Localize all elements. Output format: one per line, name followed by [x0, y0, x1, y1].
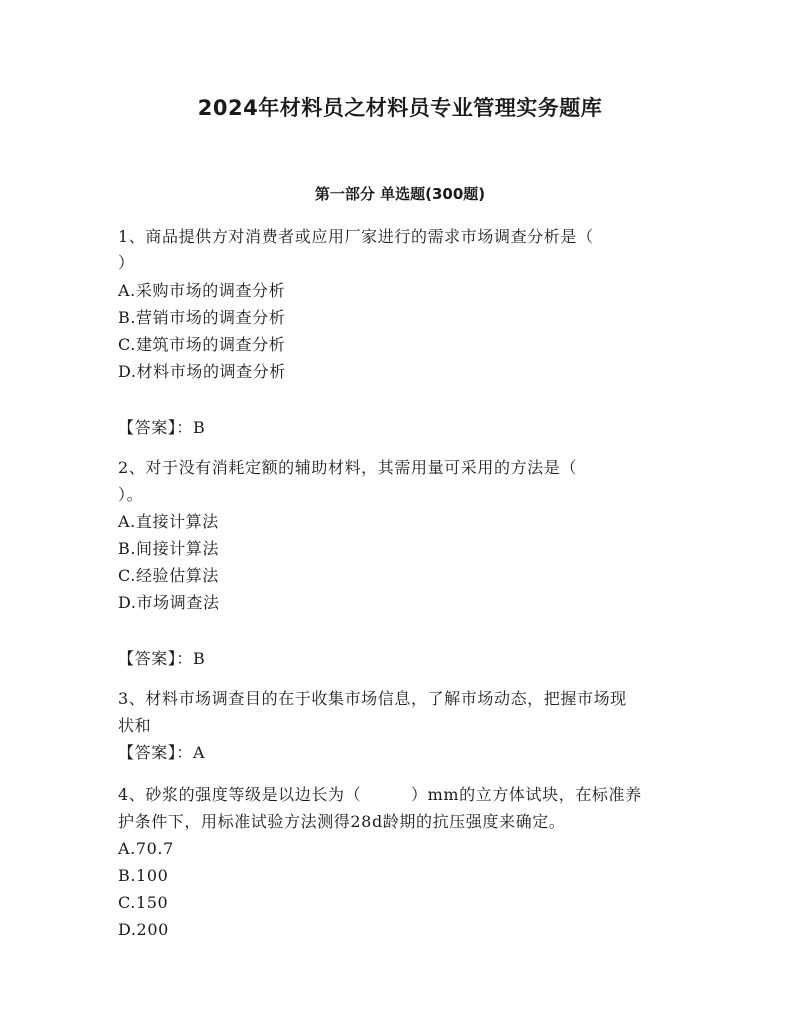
option-b: B.间接计算法 — [118, 539, 220, 558]
answer: 【答案】：A — [118, 743, 206, 762]
option-b: B.100 — [118, 866, 169, 885]
question-stem: 4、砂浆的强度等级是以边长为（ ）mm的立方体试块，在标准养 — [118, 785, 642, 804]
question-stem-continued: 护条件下，用标准试验方法测得28d龄期的抗压强度来确定。 — [118, 812, 566, 831]
option-b: B.营销市场的调查分析 — [118, 308, 286, 327]
page-title: 2024年材料员之材料员专业管理实务题库 — [197, 96, 603, 120]
question-stem: 1、商品提供方对消费者或应用厂家进行的需求市场调查分析是（ — [118, 227, 594, 246]
answer: 【答案】：B — [118, 418, 206, 437]
question-stem-continued: 状和 — [118, 716, 152, 735]
option-d: D.材料市场的调查分析 — [118, 362, 286, 381]
question-stem: 2、对于没有消耗定额的辅助材料，其需用量可采用的方法是（ — [118, 458, 577, 477]
option-a: A.直接计算法 — [118, 512, 219, 531]
option-d: D.市场调查法 — [118, 593, 220, 612]
question-stem-continued: ）。 — [118, 485, 144, 504]
option-c: C.150 — [118, 893, 169, 912]
option-a: A.采购市场的调查分析 — [118, 281, 286, 300]
question-stem: 3、材料市场调查目的在于收集市场信息，了解市场动态，把握市场现 — [118, 689, 627, 708]
answer: 【答案】：B — [118, 649, 206, 668]
option-c: C.建筑市场的调查分析 — [118, 335, 286, 354]
section-heading: 第一部分 单选题(300题) — [314, 185, 486, 203]
question-stem-continued: ） — [118, 253, 135, 272]
option-d: D.200 — [118, 920, 169, 939]
option-c: C.经验估算法 — [118, 566, 219, 585]
option-a: A.70.7 — [118, 839, 174, 858]
